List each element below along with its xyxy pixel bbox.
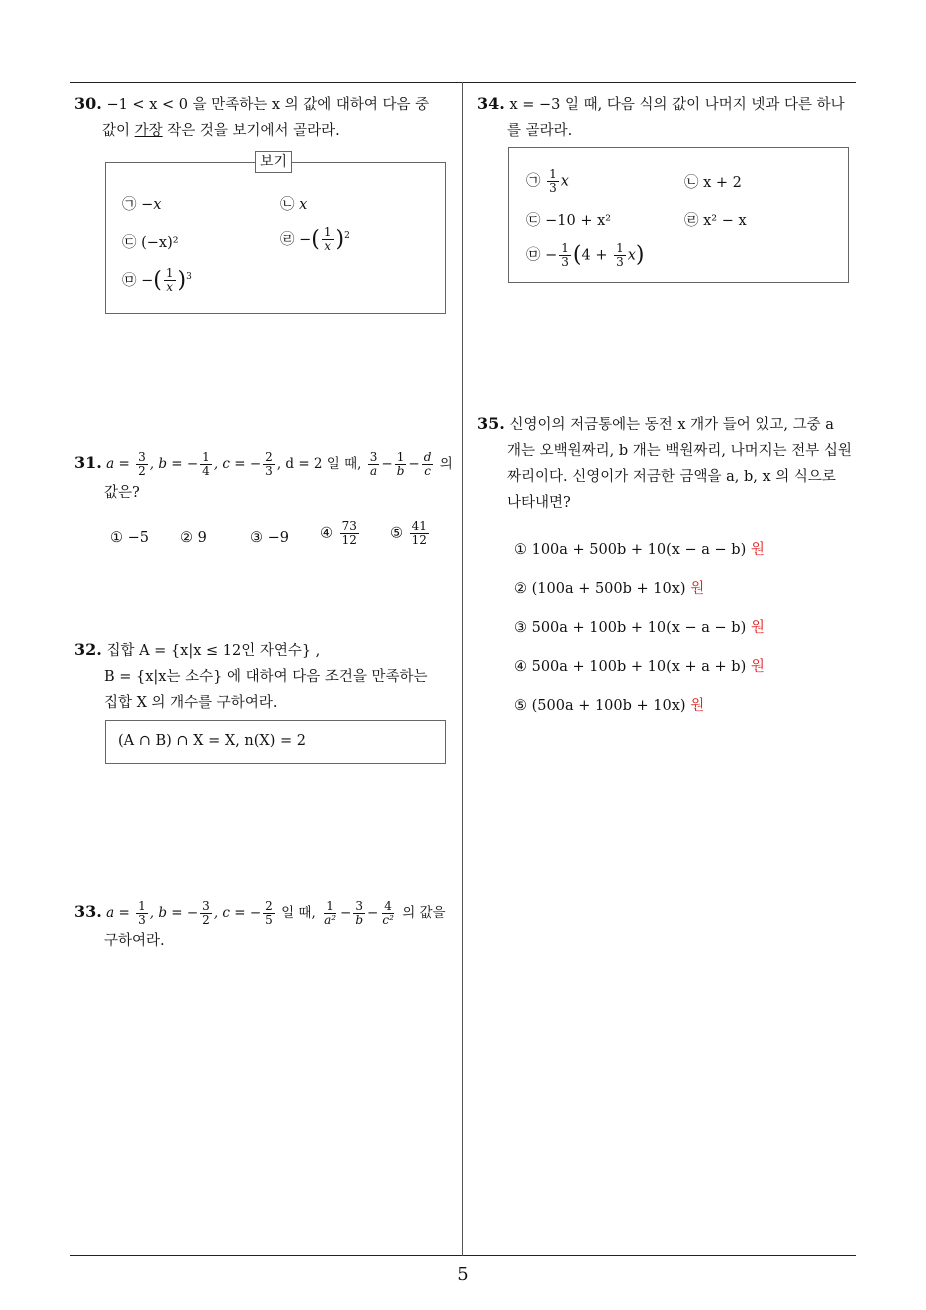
numerator: 2 bbox=[265, 450, 273, 464]
var-a: a = bbox=[106, 905, 135, 921]
option-3 bbox=[526, 210, 611, 232]
numerator: 1 bbox=[326, 899, 334, 913]
question-text: 작은 것을 보기에서 골라라. bbox=[162, 123, 340, 139]
option-1 bbox=[526, 168, 569, 195]
denominator: a bbox=[370, 464, 378, 478]
unit-label: 원 bbox=[750, 620, 765, 636]
unit-label: 원 bbox=[750, 542, 765, 558]
denominator: 3 bbox=[549, 181, 557, 195]
question-34-line2: 를 골라라. bbox=[507, 123, 573, 139]
numerator: 1 bbox=[202, 450, 210, 464]
paren-left: ( bbox=[311, 226, 320, 252]
fraction bbox=[322, 900, 338, 927]
option-mark: ㉡ bbox=[684, 175, 699, 191]
fraction bbox=[353, 900, 365, 927]
question-32-line3: 집합 X 의 개수를 구하여라. bbox=[104, 695, 278, 711]
bogi-option-2 bbox=[280, 194, 307, 216]
question-35-line2: 개는 오백원짜리, b 개는 백원짜리, 나머지는 전부 십원 bbox=[507, 443, 852, 459]
numerator: 1 bbox=[396, 450, 405, 464]
denominator: b bbox=[396, 464, 405, 478]
question-31-line2: 값은? bbox=[104, 485, 140, 501]
question-text: 값이 bbox=[102, 123, 135, 139]
fraction bbox=[380, 900, 396, 927]
option-text: x + 2 bbox=[703, 175, 742, 191]
denominator: 4 bbox=[202, 464, 210, 478]
unit-label: 원 bbox=[690, 698, 705, 714]
numerator: 3 bbox=[138, 450, 146, 464]
option-text: x bbox=[299, 197, 308, 213]
option-text: x² − x bbox=[703, 213, 747, 229]
numerator: 1 bbox=[549, 167, 557, 181]
bogi-option-3 bbox=[122, 232, 179, 254]
denominator: b bbox=[355, 913, 364, 927]
denominator: x bbox=[166, 280, 174, 295]
choice-2: ② 9 bbox=[180, 530, 207, 546]
option-text: −x bbox=[141, 197, 162, 213]
denominator: 5 bbox=[265, 913, 273, 927]
choice-3: ③ −9 bbox=[250, 530, 289, 546]
bottom-rule bbox=[70, 1255, 856, 1256]
question-30-line2 bbox=[74, 118, 456, 144]
paren-right: ) bbox=[177, 267, 187, 293]
bogi-label: 보기 bbox=[255, 151, 292, 173]
question-35 bbox=[477, 411, 859, 516]
option-text: x bbox=[627, 247, 636, 264]
fraction bbox=[164, 267, 176, 294]
choice-text: ① 100a + 500b + 10(x − a − b) bbox=[514, 542, 747, 558]
choice-mark: ④ bbox=[320, 525, 333, 542]
fraction bbox=[614, 242, 626, 269]
option-4 bbox=[684, 210, 747, 232]
question-number: 35. bbox=[477, 414, 505, 433]
question-34-line1 bbox=[477, 91, 859, 118]
denominator: 2 bbox=[138, 464, 146, 478]
denominator: 3 bbox=[265, 464, 273, 478]
condition-text: (A ∩ B) ∩ X = X, n(X) = 2 bbox=[118, 733, 306, 749]
fraction bbox=[410, 520, 429, 547]
emphasis-text: 가장 bbox=[134, 123, 163, 139]
unit-label: 원 bbox=[690, 581, 705, 597]
fraction bbox=[422, 451, 434, 478]
fraction bbox=[200, 451, 212, 478]
question-text: x = −3 일 때, 다음 식의 값이 나머지 넷과 다른 하나 bbox=[509, 97, 845, 113]
option-text: 4 + bbox=[581, 247, 613, 264]
fraction bbox=[136, 900, 148, 927]
question-number: 34. bbox=[477, 94, 505, 113]
fraction bbox=[200, 900, 212, 927]
choice-text: ④ 500a + 100b + 10(x + a + b) bbox=[514, 659, 747, 675]
question-text: 집합 A = {x|x ≤ 12인 자연수} , bbox=[106, 643, 321, 659]
denominator: 12 bbox=[341, 533, 357, 547]
question-33-line2: 구하여라. bbox=[104, 933, 165, 949]
numerator: 1 bbox=[561, 241, 569, 255]
denominator: 3 bbox=[616, 255, 624, 269]
option-mark: ㉢ bbox=[526, 213, 541, 229]
choice-text: ③ 500a + 100b + 10(x − a − b) bbox=[514, 620, 747, 636]
var-c: , c = − bbox=[213, 905, 262, 921]
numerator: 1 bbox=[616, 241, 624, 255]
question-30-line1 bbox=[74, 91, 456, 118]
denominator: x bbox=[324, 239, 332, 254]
question-30 bbox=[74, 91, 456, 144]
fraction bbox=[136, 451, 148, 478]
var-b: , b = − bbox=[149, 456, 199, 472]
fraction bbox=[263, 451, 275, 478]
exponent: 3 bbox=[186, 272, 192, 282]
var-a: a = bbox=[106, 456, 135, 472]
question-text: 신영이의 저금통에는 동전 x 개가 들어 있고, 그중 a bbox=[509, 417, 834, 433]
question-number: 30. bbox=[74, 94, 102, 113]
fraction bbox=[395, 451, 407, 478]
option-mark: ㉤ bbox=[526, 247, 541, 264]
choice-1: ① −5 bbox=[110, 530, 149, 546]
numerator: 1 bbox=[165, 266, 174, 281]
numerator: 1 bbox=[138, 899, 146, 913]
option-mark: ㉠ bbox=[122, 197, 137, 213]
denominator: a² bbox=[324, 913, 337, 927]
choice-text: ⑤ (500a + 100b + 10x) bbox=[514, 698, 686, 714]
numerator: 73 bbox=[341, 519, 357, 533]
denominator: c² bbox=[382, 913, 394, 927]
exponent: 2 bbox=[344, 231, 350, 241]
question-text: 의 값을 bbox=[402, 905, 446, 921]
question-number: 33. bbox=[74, 902, 102, 921]
fraction bbox=[263, 900, 275, 927]
question-text: −1 < x < 0 을 만족하는 x 의 값에 대하여 다음 중 bbox=[106, 97, 430, 113]
question-32 bbox=[74, 637, 459, 716]
option-mark: ㉡ bbox=[280, 197, 295, 213]
fraction bbox=[547, 168, 559, 195]
numerator: 2 bbox=[265, 899, 273, 913]
var-c: , c = − bbox=[213, 456, 262, 472]
minus-sign: − bbox=[299, 231, 312, 248]
fraction bbox=[559, 242, 571, 269]
numerator: d bbox=[423, 450, 432, 464]
denominator: c bbox=[424, 464, 431, 478]
question-35-line1 bbox=[477, 411, 859, 438]
column-divider bbox=[462, 82, 463, 1256]
paren-right: ) bbox=[335, 226, 345, 252]
paren-left: ( bbox=[572, 242, 582, 268]
question-35-line3: 짜리이다. 신영이가 저금한 금액을 a, b, x 의 식으로 bbox=[507, 469, 836, 485]
option-mark: ㉢ bbox=[122, 235, 137, 251]
choice-4 bbox=[320, 520, 361, 547]
option-text: (−x)² bbox=[141, 235, 179, 251]
option-mark: ㉤ bbox=[122, 272, 137, 289]
paren-left: ( bbox=[153, 267, 162, 293]
q35-choice-2 bbox=[514, 578, 704, 600]
option-text: x bbox=[560, 173, 569, 190]
option-text: −10 + x² bbox=[545, 213, 612, 229]
fraction bbox=[322, 226, 334, 253]
numerator: 41 bbox=[411, 519, 427, 533]
denominator: 12 bbox=[411, 533, 427, 547]
numerator: 3 bbox=[355, 899, 364, 913]
question-number: 31. bbox=[74, 453, 102, 472]
choice-5 bbox=[390, 520, 431, 547]
question-34 bbox=[477, 91, 859, 144]
question-32-line1 bbox=[74, 637, 459, 664]
numerator: 3 bbox=[202, 899, 210, 913]
page-number: 5 bbox=[457, 1264, 469, 1285]
q35-choice-4 bbox=[514, 656, 765, 678]
numerator: 3 bbox=[369, 450, 378, 464]
denominator: 3 bbox=[561, 255, 569, 269]
var-b: , b = − bbox=[149, 905, 199, 921]
minus-sign: − bbox=[545, 247, 558, 264]
choice-mark: ⑤ bbox=[390, 525, 403, 542]
q35-choice-3 bbox=[514, 617, 765, 639]
choice-text: ② (100a + 500b + 10x) bbox=[514, 581, 686, 597]
option-mark: ㉠ bbox=[526, 173, 541, 190]
question-32-line2: B = {x|x는 소수} 에 대하여 다음 조건을 만족하는 bbox=[104, 669, 428, 685]
fraction bbox=[368, 451, 380, 478]
denominator: 3 bbox=[138, 913, 146, 927]
q35-choice-1 bbox=[514, 539, 765, 561]
numerator: 1 bbox=[323, 225, 332, 240]
question-31: 31. a = $\frac{3}{2}$ , b = − $\frac{1}{4}$ , c = − $\frac{2}{3}$ , d = 2 일 때, $\frac{3}{a}$ − $\frac{1}{b}$ − $\frac{d}{c}$ 의 bbox=[74, 450, 453, 478]
option-mark: ㉣ bbox=[280, 231, 295, 248]
numerator: 4 bbox=[384, 899, 392, 913]
paren-right: ) bbox=[635, 242, 645, 268]
question-35-line4: 나타내면? bbox=[507, 495, 571, 511]
option-mark: ㉣ bbox=[684, 213, 699, 229]
option-2 bbox=[684, 172, 742, 194]
bogi-option-5 bbox=[122, 266, 192, 294]
var-d: , d = 2 일 때, bbox=[276, 456, 362, 472]
bogi-option-4 bbox=[280, 225, 350, 253]
bogi-option-1 bbox=[122, 194, 161, 216]
top-rule bbox=[70, 82, 856, 83]
q35-choice-5 bbox=[514, 695, 704, 717]
question-number: 32. bbox=[74, 640, 102, 659]
fraction bbox=[340, 520, 359, 547]
question-text: 의 bbox=[439, 456, 453, 472]
unit-label: 원 bbox=[750, 659, 765, 675]
denominator: 2 bbox=[202, 913, 210, 927]
question-33: 33. a = $\frac{1}{3}$ , b = − $\frac{3}{2}$ , c = − $\frac{2}{5}$ 일 때, $\frac{1}{\text{a²}}$ − $\frac{3}{b}$ − $\frac{4}{\text{c²}}$ 의 값을 bbox=[74, 899, 446, 927]
question-text: 일 때, bbox=[276, 905, 316, 921]
option-5 bbox=[526, 242, 645, 269]
minus-sign: − bbox=[141, 272, 154, 289]
